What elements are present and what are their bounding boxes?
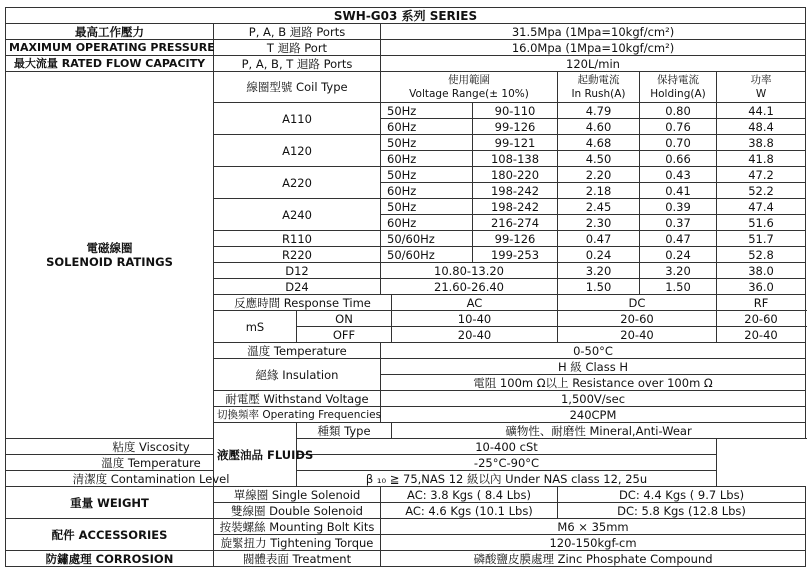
response-on-label: ON	[297, 311, 392, 327]
inrush-current: 0.47	[558, 231, 640, 247]
response-unit: mS	[214, 311, 297, 343]
response-dc-header: DC	[558, 295, 717, 311]
pressure-ports-2: T 迴路 Port	[214, 40, 381, 56]
inrush-current: 2.20	[558, 167, 640, 183]
frequency: 50Hz	[381, 103, 473, 119]
flow-value: 120L/min	[381, 56, 806, 72]
insulation-label: 絕緣 Insulation	[214, 359, 381, 391]
frequency: 60Hz	[381, 151, 473, 167]
insulation-class: H 級 Class H	[381, 359, 806, 375]
flow-ports: P, A, B, T 迴路 Ports	[214, 56, 381, 72]
holding-current: 0.39	[640, 199, 717, 215]
voltage-header	[381, 72, 558, 103]
contamination-value: β ₁₀ ≧ 75,NAS 12 級以內 Under NAS class 12, 25u	[297, 471, 717, 487]
coil-type: D24	[214, 279, 381, 295]
holding-current: 0.47	[640, 231, 717, 247]
response-off-dc: 20-40	[558, 327, 717, 343]
voltage-range: 10.80-13.20	[381, 263, 558, 279]
voltage-header-zh: 使用範圍	[448, 74, 490, 86]
fluid-temperature-label: 溫度 Temperature	[6, 455, 297, 471]
frequency: 50/60Hz	[381, 231, 473, 247]
double-solenoid-dc: DC: 5.8 Kgs (12.8 Lbs)	[558, 503, 806, 519]
flow-row	[6, 56, 806, 72]
torque-label: 旋緊扭力 Tightening Torque	[214, 535, 381, 551]
holding-header-zh: 保持電流	[657, 74, 699, 86]
frequency: 60Hz	[381, 215, 473, 231]
power-header	[717, 72, 806, 103]
inrush-current: 2.30	[558, 215, 640, 231]
mounting-bolt-label: 按裝螺絲 Mounting Bolt Kits	[214, 519, 381, 535]
inrush-header	[558, 72, 640, 103]
treatment-label: 閥體表面 Treatment	[214, 551, 381, 567]
coil-type: A220	[214, 167, 381, 199]
power: 38.8	[717, 135, 806, 151]
spec-table	[5, 7, 806, 567]
power: 51.6	[717, 215, 806, 231]
holding-current: 0.43	[640, 167, 717, 183]
single-solenoid-label: 單線圈 Single Solenoid	[214, 487, 381, 503]
holding-current: 3.20	[640, 263, 717, 279]
voltage-range: 198-242	[473, 199, 558, 215]
treatment-value: 磷酸鹽皮膜處理 Zinc Phosphate Compound	[381, 551, 806, 567]
voltage-header-en: Voltage Range(± 10%)	[409, 88, 529, 100]
response-label: 反應時間 Response Time	[214, 295, 392, 311]
inrush-current: 4.79	[558, 103, 640, 119]
flow-cat: 最大流量 RATED FLOW CAPACITY	[6, 56, 214, 72]
holding-current: 0.70	[640, 135, 717, 151]
power: 47.4	[717, 199, 806, 215]
coil-type: A240	[214, 199, 381, 231]
inrush-header-zh: 起動電流	[577, 74, 620, 86]
fluid-temperature-value: -25°C-90°C	[297, 455, 717, 471]
response-on-dc: 20-60	[558, 311, 717, 327]
solenoid-cat-en: SOLENOID RATINGS	[46, 255, 173, 269]
voltage-range: 21.60-26.40	[381, 279, 558, 295]
fluids-row	[6, 455, 806, 471]
coil-type-header: 線圈型號 Coil Type	[214, 72, 381, 103]
fluids-row	[6, 471, 806, 487]
mounting-bolt-value: M6 × 35mm	[381, 519, 806, 535]
fluids-cat: 液壓油品 FLUIDS	[214, 423, 297, 487]
power: 47.2	[717, 167, 806, 183]
holding-current: 1.50	[640, 279, 717, 295]
weight-row	[6, 487, 806, 503]
viscosity-label: 粘度 Viscosity	[6, 439, 297, 455]
power: 52.2	[717, 183, 806, 199]
voltage-range: 198-242	[473, 183, 558, 199]
frequency: 60Hz	[381, 183, 473, 199]
title-row	[6, 8, 806, 24]
voltage-range: 180-220	[473, 167, 558, 183]
power: 44.1	[717, 103, 806, 119]
frequency: 60Hz	[381, 119, 473, 135]
corrosion-cat: 防鏽處理 CORROSION	[6, 551, 214, 567]
coil-temperature-label: 溫度 Temperature	[214, 343, 381, 359]
inrush-current: 3.20	[558, 263, 640, 279]
frequency: 50Hz	[381, 199, 473, 215]
inrush-current: 1.50	[558, 279, 640, 295]
power: 38.0	[717, 263, 806, 279]
coil-temperature-value: 0-50°C	[381, 343, 806, 359]
frequency: 50Hz	[381, 135, 473, 151]
voltage-range: 199-253	[473, 247, 558, 263]
voltage-range: 99-126	[473, 231, 558, 247]
voltage-range: 90-110	[473, 103, 558, 119]
response-ac-header: AC	[392, 295, 558, 311]
holding-current: 0.41	[640, 183, 717, 199]
insulation-resistance: 電阻 100m Ω以上 Resistance over 100m Ω	[381, 375, 806, 391]
viscosity-value: 10-400 cSt	[297, 439, 717, 455]
inrush-current: 4.60	[558, 119, 640, 135]
coil-type: R220	[214, 247, 381, 263]
voltage-range: 99-121	[473, 135, 558, 151]
coil-type: R110	[214, 231, 381, 247]
inrush-current: 4.68	[558, 135, 640, 151]
response-off-rf: 20-40	[717, 327, 806, 343]
power: 41.8	[717, 151, 806, 167]
frequency: 50Hz	[381, 167, 473, 183]
pressure-cat-en: MAXIMUM OPERATING PRESSURE	[6, 40, 214, 56]
single-solenoid-ac: AC: 3.8 Kgs ( 8.4 Lbs)	[381, 487, 558, 503]
inrush-header-en: In Rush(A)	[571, 88, 626, 100]
pressure-ports-1: P, A, B 迴路 Ports	[214, 24, 381, 40]
holding-current: 0.24	[640, 247, 717, 263]
frequency: 50/60Hz	[381, 247, 473, 263]
voltage-range: 216-274	[473, 215, 558, 231]
switching-value: 240CPM	[381, 407, 806, 423]
pressure-value-1: 31.5Mpa (1Mpa=10kgf/cm²)	[381, 24, 806, 40]
double-solenoid-ac: AC: 4.6 Kgs (10.1 Lbs)	[381, 503, 558, 519]
pressure-cat-zh: 最高工作壓力	[6, 24, 214, 40]
inrush-current: 2.45	[558, 199, 640, 215]
withstand-value: 1,500V/sec	[381, 391, 806, 407]
torque-value: 120-150kgf-cm	[381, 535, 806, 551]
withstand-label: 耐電壓 Withstand Voltage	[214, 391, 381, 407]
weight-cat: 重量 WEIGHT	[6, 487, 214, 519]
power: 36.0	[717, 279, 806, 295]
response-on-ac: 10-40	[392, 311, 558, 327]
coil-type: A110	[214, 103, 381, 135]
power: 52.8	[717, 247, 806, 263]
fluids-row	[6, 439, 806, 455]
coil-type: A120	[214, 135, 381, 167]
corrosion-row	[6, 551, 806, 567]
power-header-zh: 功率	[750, 74, 772, 86]
holding-current: 0.37	[640, 215, 717, 231]
response-off-label: OFF	[297, 327, 392, 343]
accessories-cat: 配件 ACCESSORIES	[6, 519, 214, 551]
contamination-label: 清潔度 Contamination Level	[6, 471, 297, 487]
holding-current: 0.66	[640, 151, 717, 167]
inrush-current: 2.18	[558, 183, 640, 199]
inrush-current: 0.24	[558, 247, 640, 263]
double-solenoid-label: 雙線圈 Double Solenoid	[214, 503, 381, 519]
fluid-type-label: 種類 Type	[297, 423, 392, 439]
holding-current: 0.80	[640, 103, 717, 119]
voltage-range: 99-126	[473, 119, 558, 135]
response-on-rf: 20-60	[717, 311, 806, 327]
power-header-en: W	[755, 88, 767, 100]
response-rf-header: RF	[717, 295, 806, 311]
switching-label: 切換頻率 Operating Frequencies	[214, 407, 381, 423]
solenoid-cat-zh: 電磁線圈	[86, 241, 133, 255]
pressure-value-2: 16.0Mpa (1Mpa=10kgf/cm²)	[381, 40, 806, 56]
coil-type: D12	[214, 263, 381, 279]
power: 48.4	[717, 119, 806, 135]
response-off-ac: 20-40	[392, 327, 558, 343]
single-solenoid-dc: DC: 4.4 Kgs ( 9.7 Lbs)	[558, 487, 806, 503]
holding-current: 0.76	[640, 119, 717, 135]
solenoid-header-row	[6, 72, 806, 103]
power: 51.7	[717, 231, 806, 247]
voltage-range: 108-138	[473, 151, 558, 167]
holding-header-en: Holding(A)	[650, 88, 706, 100]
accessories-row	[6, 519, 806, 535]
series-title: SWH-G03 系列 SERIES	[6, 8, 806, 24]
solenoid-cat	[6, 72, 214, 439]
fluid-type-value: 礦物性、耐磨性 Mineral,Anti-Wear	[392, 423, 806, 439]
spec-sheet	[5, 7, 805, 567]
pressure-row	[6, 24, 806, 40]
holding-header	[640, 72, 717, 103]
pressure-row	[6, 40, 806, 56]
inrush-current: 4.50	[558, 151, 640, 167]
